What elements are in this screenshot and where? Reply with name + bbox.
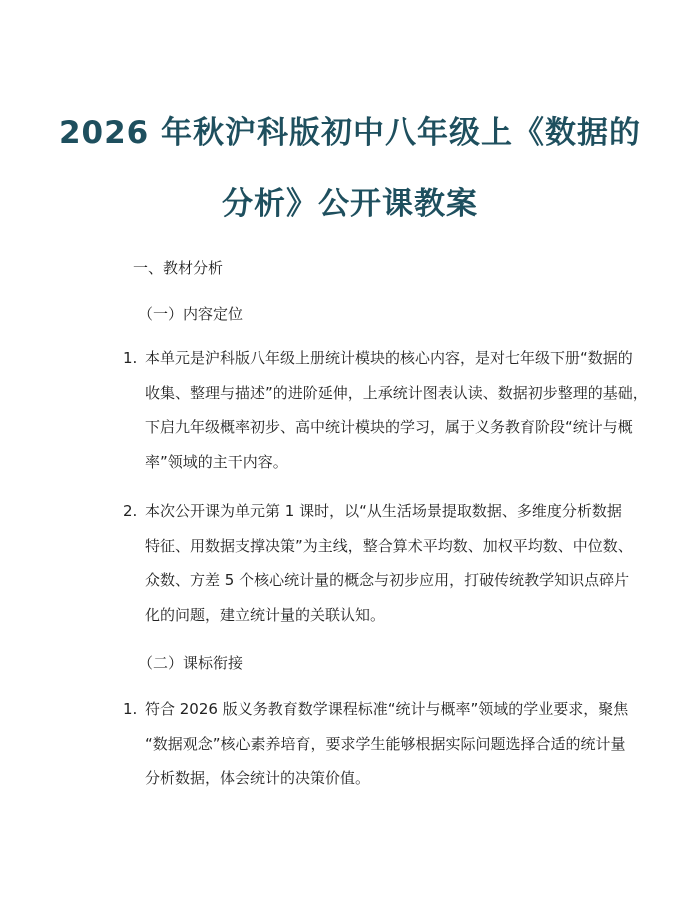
list-item [119,341,648,479]
document-title-line-1: 2026 年秋沪科版初中八年级上《数据的 [58,115,642,151]
paragraph-line: “数据观念”核心素养培育，要求学生能够根据实际问题选择合适的统计量 [145,734,626,753]
paragraph-line: 众数、方差 5 个核心统计量的概念与初步应用，打破传统教学知识点碎片 [145,571,630,589]
list-item-text [145,692,629,796]
list-item-text [145,341,648,479]
subsection-heading-curriculum-alignment: （二）课标衔接 [138,654,244,672]
paragraph-line: 本单元是沪科版八年级上册统计模块的核心内容，是对七年级下册“数据的 [145,349,633,367]
list-item-number: 2. [123,502,138,520]
subsection-heading-content-positioning: （一）内容定位 [138,305,244,323]
list-item-text [145,494,633,632]
list-item [119,494,633,632]
paragraph-line: 特征、用数据支撑决策”为主线，整合算术平均数、加权平均数、中位数、 [145,536,633,555]
list-item [119,692,629,796]
paragraph-line: 分析数据，体会统计的决策价值。 [145,769,371,787]
paragraph-line: 下启九年级概率初步、高中统计模块的学习，属于义务教育阶段“统计与概 [145,418,633,436]
paragraph-line: 本次公开课为单元第 1 课时，以“从生活场景提取数据、多维度分析数据 [145,502,622,520]
document-title-line-2: 分析》公开课教案 [222,186,478,222]
paragraph-line: 收集、整理与描述”的进阶延伸，上承统计图表认读、数据初步整理的基础， [145,383,648,402]
paragraph-line: 符合 2026 版义务教育数学课程标准“统计与概率”领域的学业要求，聚焦 [145,700,629,718]
paragraph-line: 率”领域的主干内容。 [145,452,288,471]
list-item-number: 1. [123,349,138,367]
paragraph-line: 化的问题，建立统计量的关联认知。 [145,605,386,624]
section-heading-textbook-analysis: 一、教材分析 [133,259,224,277]
list-item-number: 1. [123,700,138,718]
